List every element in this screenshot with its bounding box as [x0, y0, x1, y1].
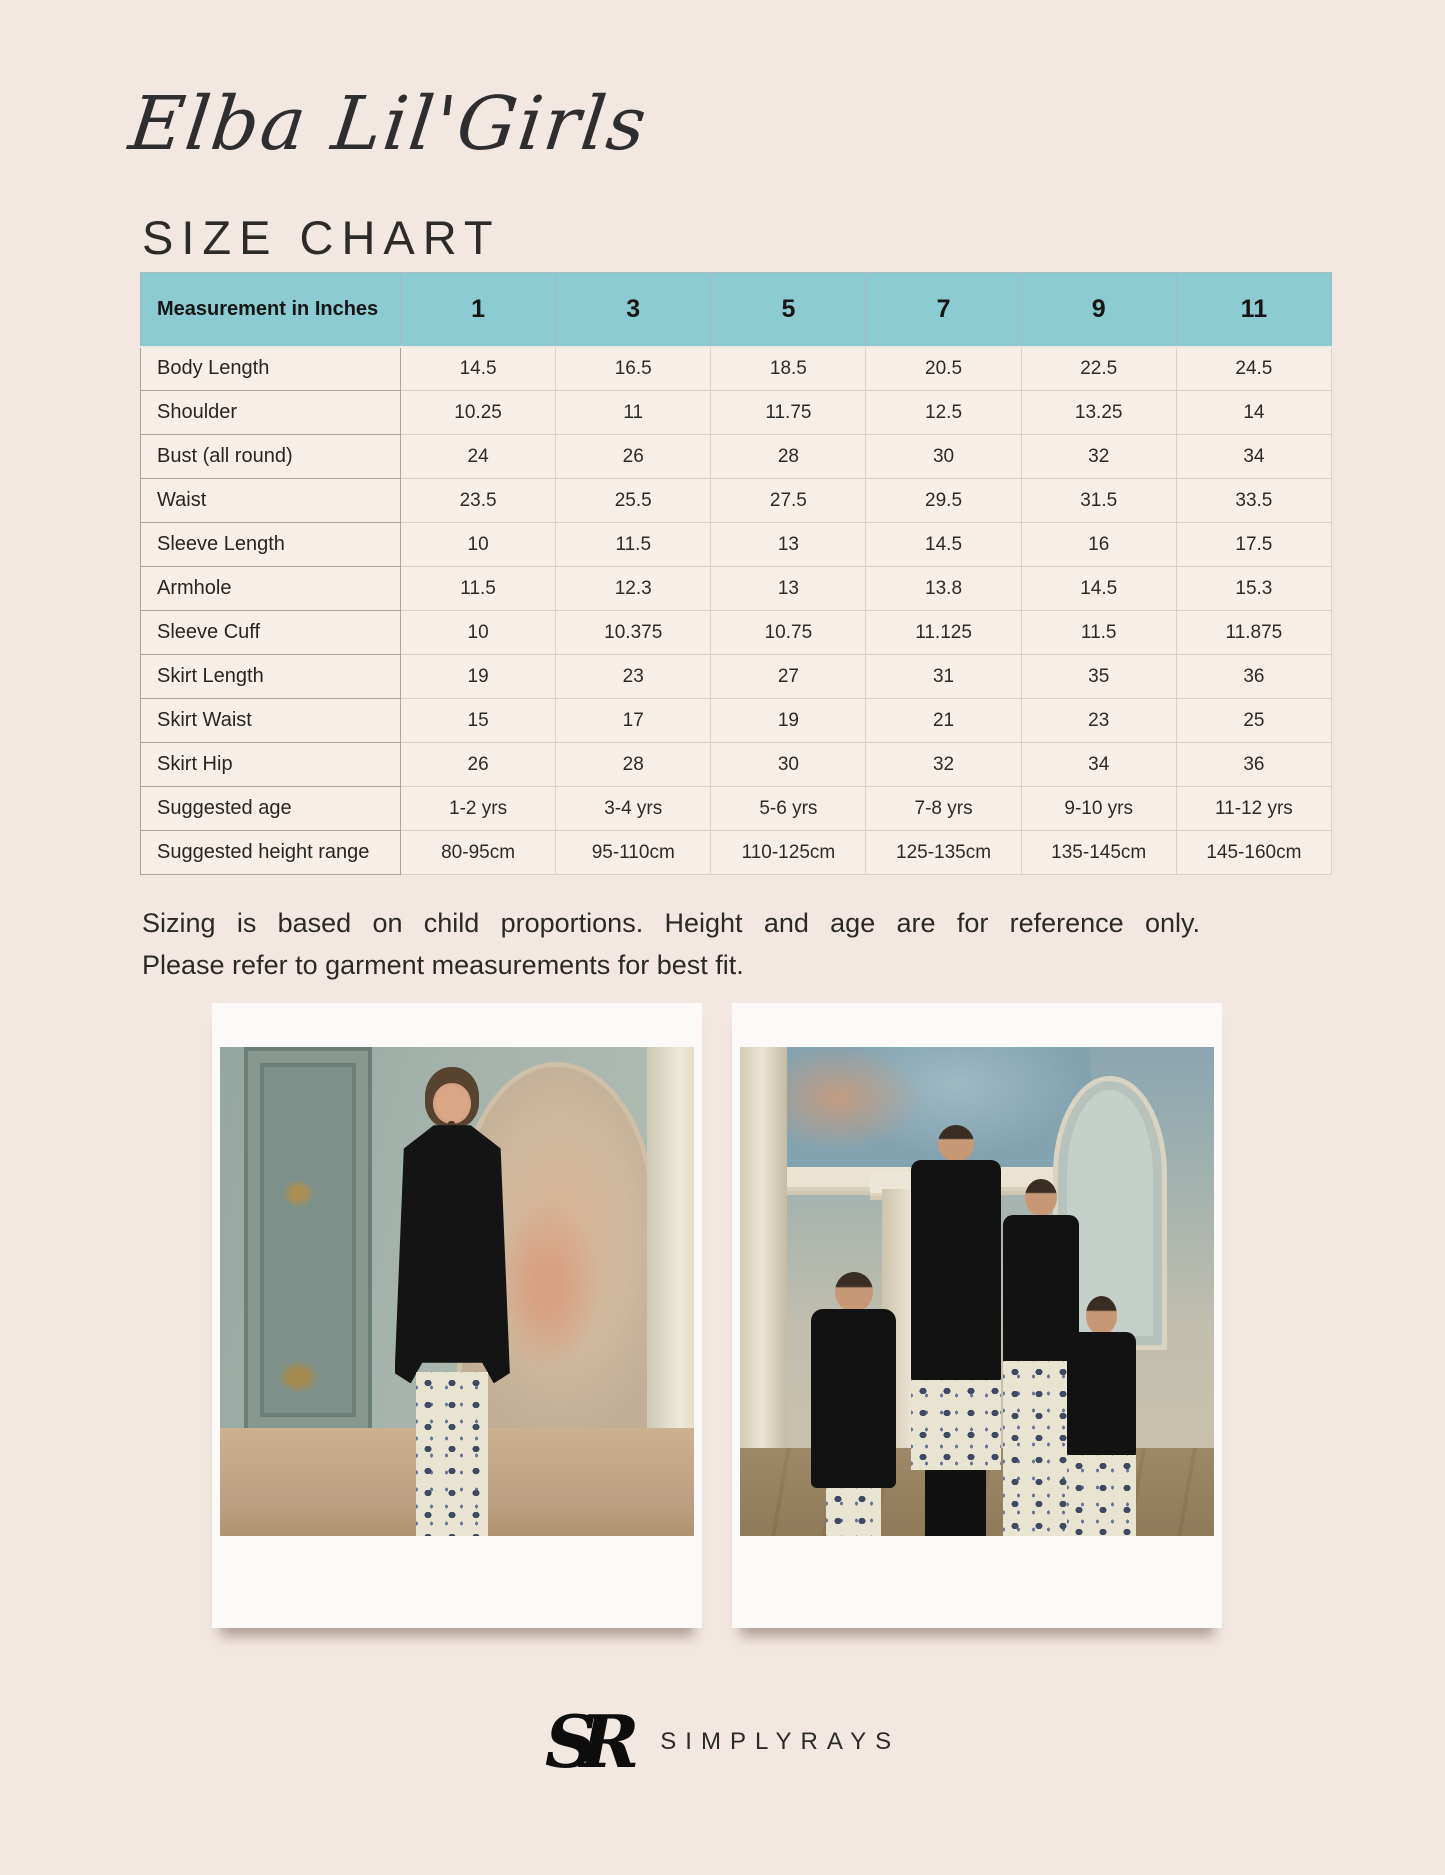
measurement-label: Skirt Waist	[141, 699, 401, 743]
size-column-header: 9	[1021, 273, 1176, 347]
table-row	[141, 831, 1332, 875]
girl-figure	[362, 1067, 542, 1536]
measurement-value: 10	[401, 611, 556, 655]
boy-black-top	[811, 1309, 896, 1489]
measurement-value: 12.5	[866, 391, 1021, 435]
measurement-value: 33.5	[1176, 479, 1331, 523]
measurement-value: 13.25	[1021, 391, 1176, 435]
measurement-value: 15.3	[1176, 567, 1331, 611]
measurement-value: 21	[866, 699, 1021, 743]
measurement-label: Body Length	[141, 347, 401, 391]
size-chart-table	[140, 272, 1332, 875]
measurement-value: 11	[556, 391, 711, 435]
measurement-value: 26	[401, 743, 556, 787]
measurement-value: 24.5	[1176, 347, 1331, 391]
boy-figure	[811, 1272, 896, 1536]
measurement-value: 28	[711, 435, 866, 479]
table-row	[141, 655, 1332, 699]
measurement-value: 110-125cm	[711, 831, 866, 875]
table-row	[141, 699, 1332, 743]
photo-frame-girl	[212, 1003, 702, 1628]
measurement-value: 26	[556, 435, 711, 479]
measurement-value: 16.5	[556, 347, 711, 391]
measurement-value: 22.5	[1021, 347, 1176, 391]
measurement-value: 36	[1176, 655, 1331, 699]
measurement-value: 19	[401, 655, 556, 699]
size-column-header: 7	[866, 273, 1021, 347]
sr-monogram-logo: SR	[544, 1699, 623, 1784]
measurement-value: 25	[1176, 699, 1331, 743]
girl-floral-skirt	[416, 1372, 488, 1536]
table-row	[141, 479, 1332, 523]
boy-floral-pants	[826, 1488, 881, 1536]
brand-script-title: Elba Lil'Girls	[124, 81, 653, 167]
size-column-header: 1	[401, 273, 556, 347]
measurement-value: 29.5	[866, 479, 1021, 523]
door-ornament	[282, 1179, 315, 1208]
father-figure	[911, 1125, 1001, 1536]
measurement-value: 13	[711, 567, 866, 611]
measurement-value: 10	[401, 523, 556, 567]
measurement-value: 9-10 yrs	[1021, 787, 1176, 831]
sizing-note-line1: Sizing is based on child proportions. Height and age are for reference only.	[142, 908, 1200, 938]
measurement-value: 11.5	[1021, 611, 1176, 655]
measurement-label: Sleeve Cuff	[141, 611, 401, 655]
photo-family-in-black-outfits	[740, 1047, 1214, 1536]
table-row	[141, 347, 1332, 391]
father-black-top	[911, 1160, 1001, 1382]
measurement-label: Armhole	[141, 567, 401, 611]
measurement-value: 23	[556, 655, 711, 699]
table-row	[141, 435, 1332, 479]
measurement-value: 14.5	[866, 523, 1021, 567]
girl-black-top	[1067, 1332, 1136, 1457]
measurement-value: 13.8	[866, 567, 1021, 611]
measurement-value: 11.75	[711, 391, 866, 435]
measurement-value: 16	[1021, 523, 1176, 567]
measurement-label: Sleeve Length	[141, 523, 401, 567]
measurement-value: 31	[866, 655, 1021, 699]
measurement-value: 13	[711, 523, 866, 567]
measurement-label: Waist	[141, 479, 401, 523]
measurement-value: 27.5	[711, 479, 866, 523]
measurement-value: 12.3	[556, 567, 711, 611]
measurement-label: Skirt Length	[141, 655, 401, 699]
measurement-label: Suggested age	[141, 787, 401, 831]
father-floral-sarong	[911, 1380, 1001, 1470]
measurement-value: 31.5	[1021, 479, 1176, 523]
measurement-value: 14	[1176, 391, 1331, 435]
measurement-value: 10.25	[401, 391, 556, 435]
measurement-value: 25.5	[556, 479, 711, 523]
girl-black-blouse	[395, 1125, 510, 1383]
measurement-value: 17.5	[1176, 523, 1331, 567]
size-column-header: 5	[711, 273, 866, 347]
measurement-value: 145-160cm	[1176, 831, 1331, 875]
measurement-value: 32	[1021, 435, 1176, 479]
table-row	[141, 743, 1332, 787]
father-head	[938, 1125, 974, 1162]
table-row	[141, 523, 1332, 567]
measurement-value: 11.125	[866, 611, 1021, 655]
size-column-header: 3	[556, 273, 711, 347]
girl-face	[433, 1083, 471, 1123]
measurement-column-header: Measurement in Inches	[141, 273, 401, 347]
measurement-value: 17	[556, 699, 711, 743]
measurement-value: 36	[1176, 743, 1331, 787]
measurement-value: 27	[711, 655, 866, 699]
measurement-value: 23	[1021, 699, 1176, 743]
measurement-value: 11.875	[1176, 611, 1331, 655]
table-header-row	[141, 273, 1332, 347]
measurement-value: 20.5	[866, 347, 1021, 391]
measurement-value: 135-145cm	[1021, 831, 1176, 875]
measurement-value: 14.5	[1021, 567, 1176, 611]
door-ornament	[277, 1360, 320, 1394]
table-row	[141, 391, 1332, 435]
measurement-value: 28	[556, 743, 711, 787]
measurement-label: Skirt Hip	[141, 743, 401, 787]
measurement-value: 14.5	[401, 347, 556, 391]
measurement-value: 125-135cm	[866, 831, 1021, 875]
photo-frame-family	[732, 1003, 1222, 1628]
girl-figure-small	[1067, 1296, 1136, 1536]
measurement-value: 7-8 yrs	[866, 787, 1021, 831]
sizing-note	[142, 903, 1200, 987]
measurement-value: 23.5	[401, 479, 556, 523]
measurement-value: 11.5	[401, 567, 556, 611]
measurement-value: 34	[1176, 435, 1331, 479]
boy-head	[835, 1272, 873, 1312]
measurement-value: 1-2 yrs	[401, 787, 556, 831]
measurement-value: 34	[1021, 743, 1176, 787]
measurement-value: 24	[401, 435, 556, 479]
table-row	[141, 567, 1332, 611]
measurement-label: Suggested height range	[141, 831, 401, 875]
measurement-value: 11.5	[556, 523, 711, 567]
measurement-label: Bust (all round)	[141, 435, 401, 479]
measurement-value: 30	[866, 435, 1021, 479]
father-pants	[925, 1470, 986, 1536]
table-row	[141, 611, 1332, 655]
measurement-value: 3-4 yrs	[556, 787, 711, 831]
girl-head	[1086, 1296, 1118, 1334]
measurement-label: Shoulder	[141, 391, 401, 435]
brand-wordmark: SIMPLYRAYS	[660, 1728, 901, 1755]
sizing-note-line2: Please refer to garment measurements for best fit.	[142, 949, 744, 980]
brand-footer	[0, 1699, 1445, 1784]
size-column-header: 11	[1176, 273, 1331, 347]
measurement-value: 18.5	[711, 347, 866, 391]
table-row	[141, 787, 1332, 831]
measurement-value: 5-6 yrs	[711, 787, 866, 831]
photo-girl-in-black-kebaya	[220, 1047, 694, 1536]
measurement-value: 80-95cm	[401, 831, 556, 875]
girl-floral-skirt	[1067, 1455, 1136, 1536]
measurement-value: 15	[401, 699, 556, 743]
measurement-value: 19	[711, 699, 866, 743]
measurement-value: 10.75	[711, 611, 866, 655]
page-title: SIZE CHART	[142, 211, 501, 264]
measurement-value: 30	[711, 743, 866, 787]
measurement-value: 35	[1021, 655, 1176, 699]
measurement-value: 11-12 yrs	[1176, 787, 1331, 831]
measurement-value: 10.375	[556, 611, 711, 655]
measurement-value: 95-110cm	[556, 831, 711, 875]
measurement-value: 32	[866, 743, 1021, 787]
mother-head	[1025, 1179, 1057, 1216]
